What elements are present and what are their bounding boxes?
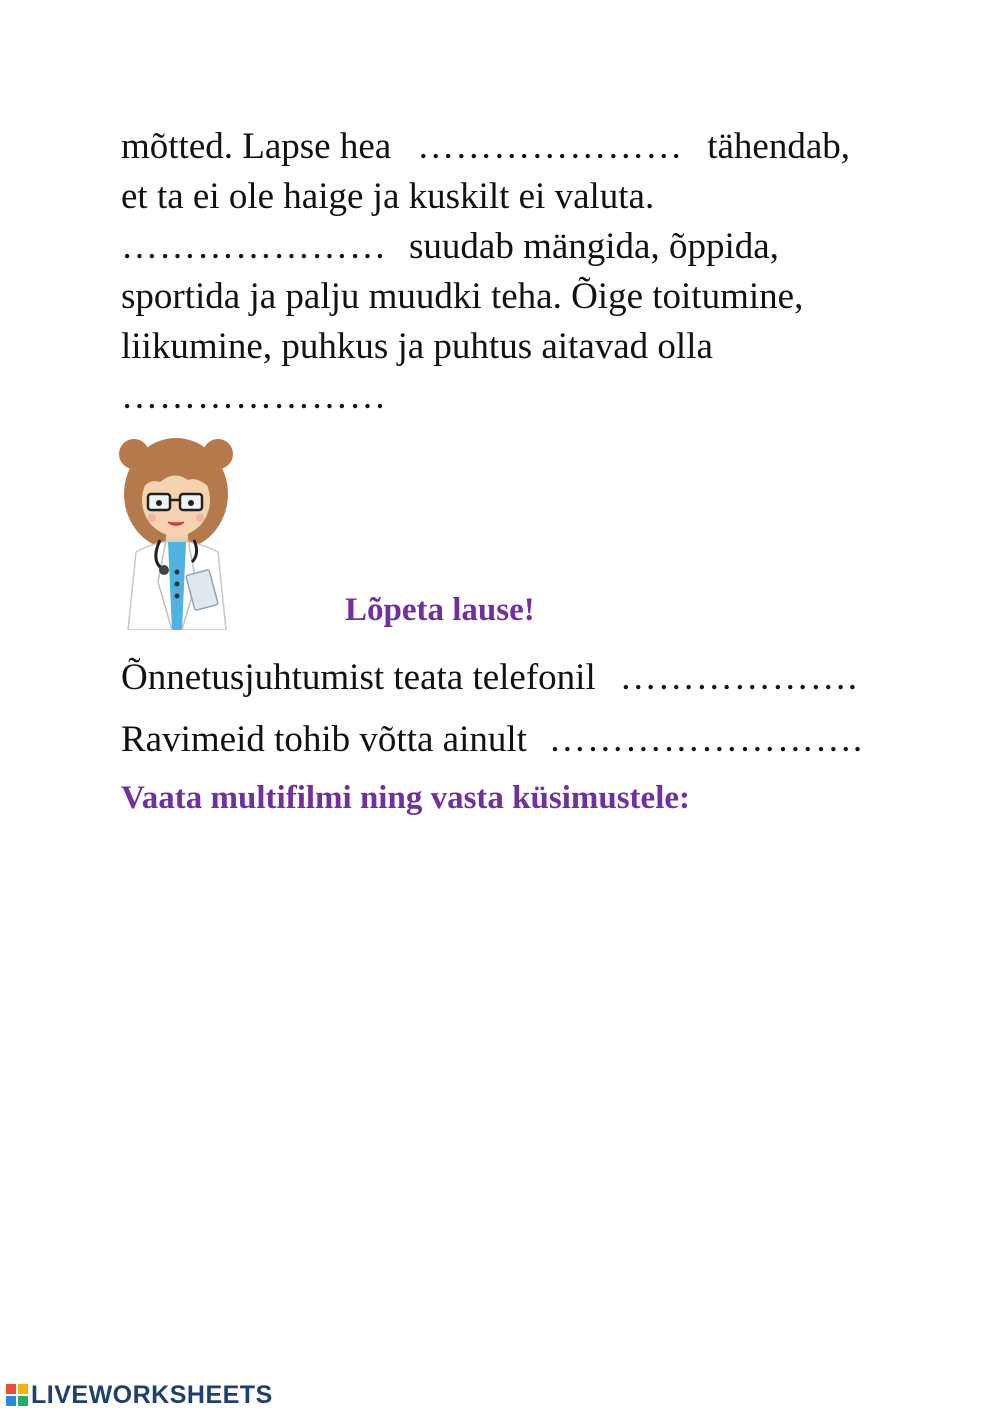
paragraph-line-5: liikumine, puhkus ja puhtus aitavad olla (121, 326, 713, 367)
paragraph-text: mõtted. Lapse hea (121, 126, 392, 167)
doctor-illustration (118, 432, 240, 630)
answer-blank[interactable]: ………………… (121, 376, 387, 417)
logo-text: LIVEWORKSHEETS (31, 1380, 273, 1409)
logo-blocks-icon (6, 1384, 28, 1406)
answer-blank[interactable]: ………………… (121, 226, 387, 267)
paragraph-text: tähendab, (707, 126, 850, 167)
instruction-heading: Lõpeta lause! (345, 592, 535, 628)
sentence-medicine (121, 718, 863, 761)
paragraph-line-1 (121, 122, 921, 172)
answer-blank[interactable]: ………………. (619, 657, 858, 698)
paragraph-text: suudab mängida, õppida, (409, 226, 779, 267)
paragraph-line-2: et ta ei ole haige ja kuskilt ei valuta. (121, 176, 655, 217)
sentence-emergency (121, 656, 858, 699)
fill-in-paragraph (121, 122, 921, 422)
paragraph-line-4: sportida ja palju muudki teha. Õige toitumine, (121, 276, 804, 317)
liveworksheets-logo (6, 1380, 273, 1410)
sentence-text: Õnnetusjuhtumist teata telefonil (121, 657, 596, 698)
answer-blank[interactable]: ……………………. (548, 719, 864, 760)
sentence-text: Ravimeid tohib võtta ainult (121, 719, 527, 760)
answer-blank[interactable]: ………………… (417, 126, 684, 167)
video-instruction-heading: Vaata multifilmi ning vasta küsimustele: (121, 780, 690, 816)
paragraph-line-3 (121, 222, 921, 272)
